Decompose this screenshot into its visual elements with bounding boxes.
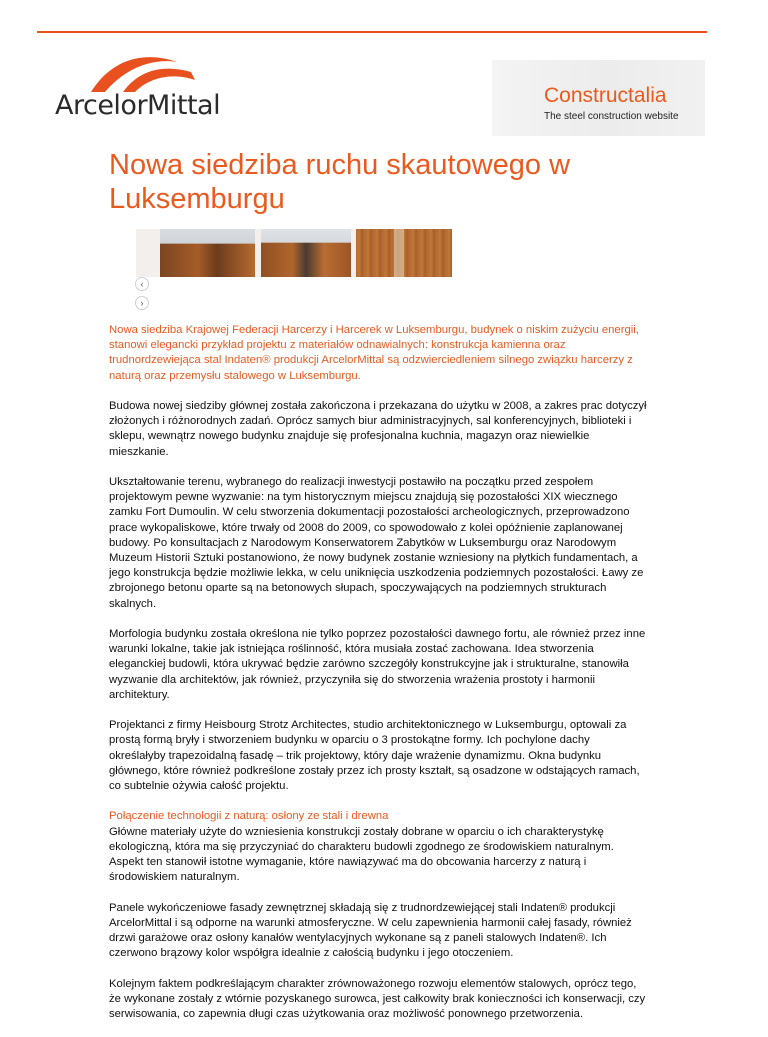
article-paragraph: Kolejnym faktem podkreślającym charakter zrównoważonego rozwoju elementów stalowych, oprócz tego, że wykonane zostały z wtórnie pozyskanego surowca, jest całkowity brak konieczności ich konserwacji, czy serwisowania, co zapewnia długi czas użytkowania oraz możliwość ponownego przetworzenia.	[109, 977, 646, 1021]
top-divider	[37, 31, 707, 33]
article-paragraph: Morfologia budynku została określona nie tylko poprzez pozostałości dawnego fortu, ale również przez inne warunki lokalne, takie jak istniejąca roślinność, która musiała zostać zachowana. Idea stworzenia eleganckiej budowli, która ukrywać będzie zarówno szczegóły konstrukcyjne jak i strukturalne, stanowiła wyzwanie dla architektów, jak również, przyczyniła się do stworzenia wrażenia prostoty i harmonii architektury.	[109, 628, 646, 701]
constructalia-logo	[492, 60, 705, 136]
article-body	[109, 323, 649, 1037]
article-section	[109, 809, 649, 885]
article-paragraph: Panele wykończeniowe fasady zewnętrznej składają się z trudnordzewiejącej stali Indaten® produkcji ArcelorMittal i są odporne na warunki atmosferyczne. W celu zapewnienia harmonii całej fasady, również drzwi garażowe oraz osłony kanałów wentylacyjnych wykonane są z paneli stalowych Indaten®. Ich czerwono brązowy kolor współgra idealnie z całością budynku i jego otoczeniem.	[109, 901, 632, 960]
thumbnail-facade-detail	[394, 229, 404, 277]
gallery-prev-icon[interactable]: ‹	[135, 277, 149, 291]
arcelormittal-logo	[55, 52, 221, 122]
gallery-next-icon[interactable]: ›	[135, 296, 149, 310]
page-title: Nowa siedziba ruchu skautowego w Luksemburgu	[109, 149, 571, 215]
constructalia-tagline: The steel construction website	[544, 111, 679, 122]
article-paragraph: Projektanci z firmy Heisbourg Strotz Architectes, studio architektonicznego w Luksemburgu, optowali za prostą formą bryły i stworzeniem budynku w oparciu o 3 prostokątne formy. Ich pochylone dachy określałyby trapezoidalną fasadę – trik projektowy, który daje wrażenie dynamizmu. Okna budynku głównego, które również podkreślone zostały przez ich prosty kształt, są osadzone w odstających ramach, co subtelnie ożywia całość projektu.	[109, 719, 640, 793]
article-lead: Nowa siedziba Krajowej Federacji Harcerzy i Harcerek w Luksemburgu, budynek o niskim zużyciu energii, stanowi elegancki przykład projektu z materiałów odnawialnych: konstrukcja kamienna oraz trudnordzewiejąca stal Indaten® produkcji ArcelorMittal są odzwierciedleniem silnego związku harcerzy z naturą oraz przemysłu stalowego w Luksemburgu.	[109, 324, 639, 382]
arcelormittal-swoosh-icon	[83, 52, 203, 94]
article-paragraph: Ukształtowanie terenu, wybranego do realizacji inwestycji postawiło na początku przed zespołem projektowym pewne wyzwanie: na tym historycznym miejscu znajdują się pozostałości XIX wiecznego zamku Fort Dumoulin. W celu stworzenia dokumentacji pozostałości archeologicznych, przeprowadzono prace wykopaliskowe, które trwały od 2008 do 2009, co spowodowało z kolei opóźnienie zaplanowanej budowy. Po konsultacjach z Narodowym Konserwatorem Zabytków w Luksemburgu oraz Narodowym Muzeum Historii Sztuki postanowiono, że nowy budynek zostanie wzniesiony na płytkich fundamentach, a jego konstrukcja będzie możliwie lekka, w celu uniknięcia uszkodzenia podziemnych pozostałości. Ławy ze zbrojonego betonu oparte są na betonowych słupach, spoczywających na podziemnych strukturach skalnych.	[109, 476, 644, 610]
gallery-thumbnail-1[interactable]	[160, 229, 255, 277]
section-heading: Połączenie technologii z naturą: osłony ze stali i drewna	[109, 810, 389, 823]
gallery-thumbnail-3[interactable]	[356, 229, 452, 277]
constructalia-brand: Constructalia	[544, 84, 667, 107]
article-paragraph: Budowa nowej siedziby głównej została zakończona i przekazana do użytku w 2008, a zakres prac dotyczył złożonych i różnorodnych zadań. Oprócz samych biur administracyjnych, sal konferencyjnych, biblioteki i sklepu, wewnątrz nowego budynku znajduje się profesjonalna kuchnia, magazyn oraz niewielkie mieszkanie.	[109, 400, 647, 458]
gallery-thumbnail-2[interactable]	[261, 229, 351, 277]
arcelormittal-logo-text: ArcelorMittal	[55, 90, 221, 121]
article-paragraph: Główne materiały użyte do wzniesienia konstrukcji zostały dobrane w oparciu o ich charakterystykę ekologiczną, która ma się przyczyniać do charakteru budowli zgodnego ze środowiskiem naturalnym. Aspekt ten stanowił istotne wymaganie, które nawiązywać ma do obcowania harcerzy z naturą i środowiskiem naturalnym.	[109, 825, 614, 884]
image-gallery	[136, 229, 452, 277]
